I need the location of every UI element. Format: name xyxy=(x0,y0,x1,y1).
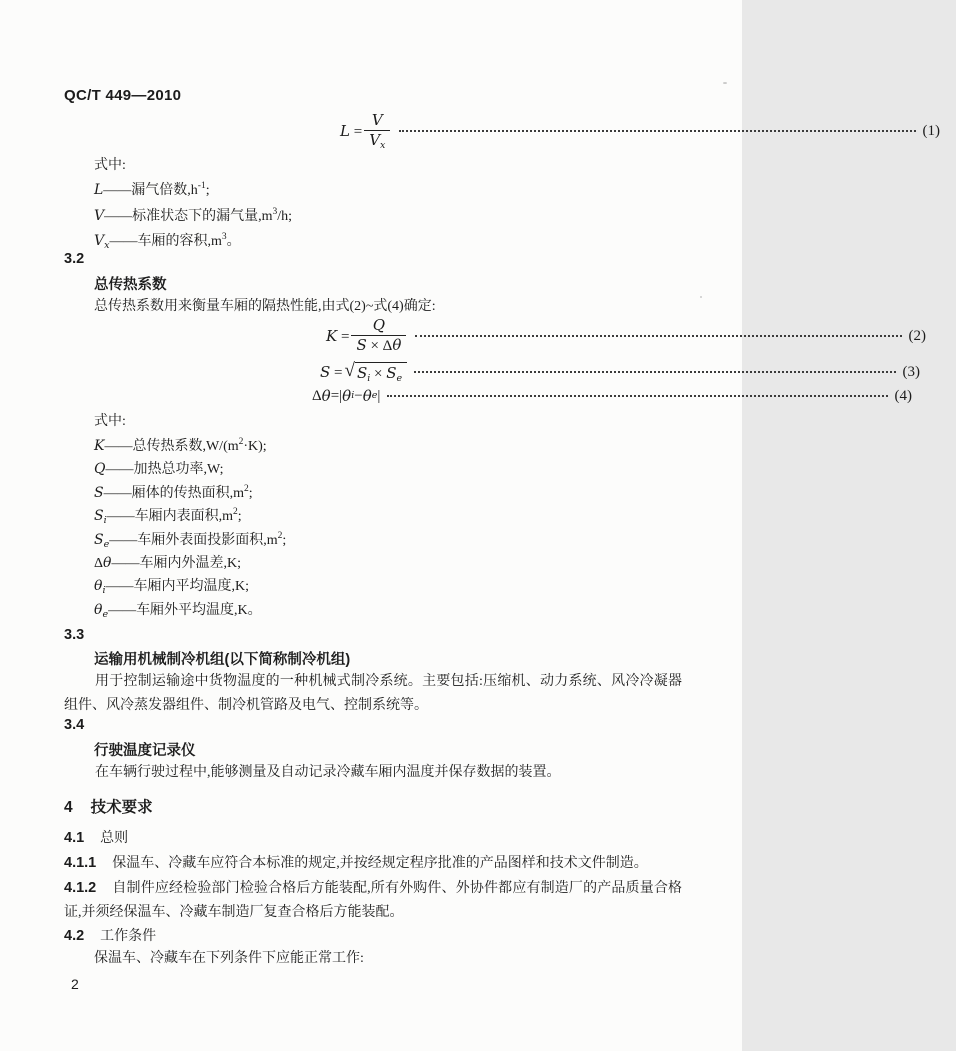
formula-2 xyxy=(64,311,942,361)
where-label: 式中: xyxy=(94,158,126,173)
term-list-1 xyxy=(94,178,292,255)
formula-1-expression: L = $\frac{V}{V_x}$ xyxy=(340,111,392,151)
page-number: 2 xyxy=(71,976,79,992)
term-line: V——标准状态下的漏气量$,m^3/h$; xyxy=(94,206,293,224)
formula-1-number: (1) xyxy=(922,122,940,139)
section-number-3-2: 3.2 xyxy=(64,251,85,267)
term-line: Δθ——车厢内外温差,K; xyxy=(94,555,241,572)
section-number-3-4: 3.4 xyxy=(64,717,85,733)
formula-2-expression: K = $\frac{Q}{S \times \Delta\theta}$ xyxy=(326,316,408,356)
clause-4-2-title: 工作条件 xyxy=(100,929,157,944)
section-title-3-3: 运输用机械制冷机组(以下简称制冷机组) xyxy=(94,652,351,668)
clause-4-1-1-number: 4.1.1 xyxy=(64,855,97,871)
section-title-3-4: 行驶温度记录仪 xyxy=(94,743,196,759)
fraction: $\frac{Q}{S \times \Delta\theta}$ xyxy=(351,316,406,356)
chapter-4-heading xyxy=(64,795,153,817)
section-body-3-4: 在车辆行驶过程中,能够测量及自动记录冷藏车厢内温度并保存数据的装置。 xyxy=(95,765,561,780)
clause-4-1-1 xyxy=(64,851,682,876)
term-line: $\theta_i——$车厢内平均温度,K; xyxy=(94,578,249,597)
clause-4-2-body: 保温车、冷藏车在下列条件下应能正常工作: xyxy=(94,951,364,966)
formula-4-expression: Δ θ =| θ i − θ e | xyxy=(312,387,381,405)
term-line: K——总传热系数$,W/(m^2\cdot K)$; xyxy=(94,437,267,454)
chapter-4-title: 技术要求 xyxy=(90,799,153,816)
clause-4-2-number: 4.2 xyxy=(64,928,85,944)
term-line: $S_i——$车厢内表面积$,m^2$; xyxy=(94,507,242,527)
fraction: $\frac{V}{V_x}$ xyxy=(364,111,390,151)
clause-4-1-2-body: 自制件应经检验部门检验合格后方能装配,所有外购件、外协件都应有制造厂的产品质量合格证,并须经保温车、冷藏车制造厂复查合格后方能装配。 xyxy=(64,881,682,921)
scan-speck xyxy=(700,296,702,298)
dot-leader xyxy=(399,130,915,132)
section-body-3-2: 总传热系数用来衡量车厢的隔热性能,由式(2)~式(4)确定: xyxy=(94,299,436,314)
formula-3-expression: S = √ $S_i \times S_e$ xyxy=(320,362,407,383)
clause-4-1-number: 4.1 xyxy=(64,830,85,846)
doc-number-header: QC/T 449—2010 xyxy=(64,87,182,104)
dot-leader xyxy=(415,335,901,337)
dot-leader xyxy=(387,395,887,397)
section-body-3-3: 用于控制运输途中货物温度的一种机械式制冷系统。主要包括:压缩机、动力系统、风冷冷凝器组件、风冷蒸发器组件、制冷机管路及电气、控制系统等。 xyxy=(64,674,682,714)
formula-3 xyxy=(64,358,936,386)
formula-4-number: (4) xyxy=(894,387,912,404)
where-label: 式中: xyxy=(94,414,126,429)
clause-4-1-1-body: 保温车、冷藏车应符合本标准的规定,并按经规定程序批准的产品图样和技术文件制造。 xyxy=(112,856,648,871)
term-line: S——厢体的传热面积$,m^2$; xyxy=(94,483,253,501)
term-list-2 xyxy=(94,435,286,622)
term-line: $\theta_e——$车厢外平均温度,K。 xyxy=(94,601,262,620)
formula-4 xyxy=(64,383,928,409)
term-line: Q——加热总功率,W; xyxy=(94,461,224,478)
formula-1 xyxy=(64,106,956,156)
clause-4-1-2 xyxy=(64,876,682,926)
square-root: √ $S_i \times S_e$ xyxy=(345,362,408,383)
term-line: $V_x——$车厢的容积$,m^3$。 xyxy=(94,232,241,252)
clause-4-1 xyxy=(64,827,128,847)
section-number-3-3: 3.3 xyxy=(64,627,85,643)
clause-4-1-title: 总则 xyxy=(100,831,129,846)
dot-leader xyxy=(414,371,895,373)
formula-2-number: (2) xyxy=(908,327,926,344)
clause-4-1-2-number: 4.1.2 xyxy=(64,880,97,896)
scan-speck xyxy=(723,82,727,84)
term-line: L——漏气倍数$,h^{-1}$; xyxy=(94,181,210,198)
clause-4-2 xyxy=(64,925,156,945)
section-title-3-2: 总传热系数 xyxy=(94,277,167,293)
formula-3-number: (3) xyxy=(902,363,920,380)
chapter-4-number: 4 xyxy=(64,799,73,816)
term-line: $S_e——$车厢外表面投影面积$,m^2$; xyxy=(94,530,287,550)
